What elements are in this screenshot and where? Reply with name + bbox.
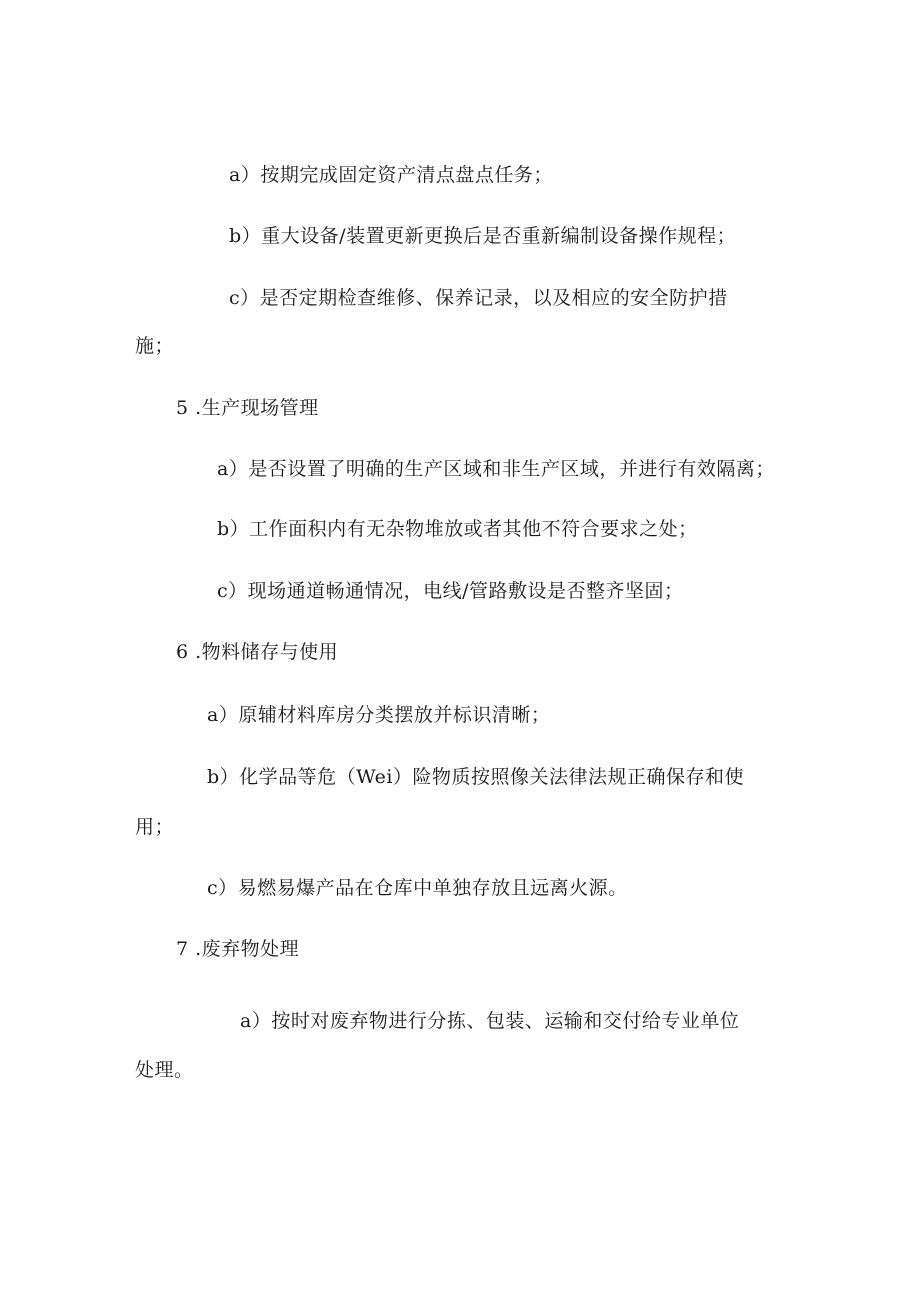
item-6a-line: a）原辅材料库房分类摆放并标识清晰； — [207, 704, 551, 726]
section-7-heading: 7 .废弃物处理 — [176, 938, 300, 960]
item-6b-line: b）化学品等危（Wei）险物质按照像关法律法规正确保存和使 — [207, 766, 744, 788]
item-4b-line: b）重大设备/装置更新更换后是否重新编制设备操作规程； — [229, 225, 737, 247]
item-5c-line: c）现场通道畅通情况，电线/管路敷设是否整齐坚固； — [217, 580, 684, 602]
item-5a-line: a）是否设置了明确的生产区域和非生产区域，并进行有效隔离； — [217, 458, 775, 480]
section-5-heading: 5 .生产现场管理 — [176, 397, 319, 419]
section-6-heading: 6 .物料储存与使用 — [176, 641, 339, 663]
item-7a-continuation: 处理。 — [135, 1059, 194, 1081]
item-5b-line: b）工作面积内有无杂物堆放或者其他不符合要求之处； — [217, 518, 698, 540]
item-6c-line: c）易燃易爆产品在仓库中单独存放且远离火源。 — [207, 877, 628, 899]
item-6b-continuation: 用； — [135, 816, 175, 838]
item-4a-line: a）按期完成固定资产清点盘点任务； — [229, 164, 553, 186]
item-4c-continuation: 施； — [135, 335, 175, 357]
item-7a-line: a）按时对废弃物进行分拣、包装、运输和交付给专业单位 — [240, 1010, 740, 1032]
item-4c-line: c）是否定期检查维修、保养记录，以及相应的安全防护措 — [229, 287, 728, 309]
